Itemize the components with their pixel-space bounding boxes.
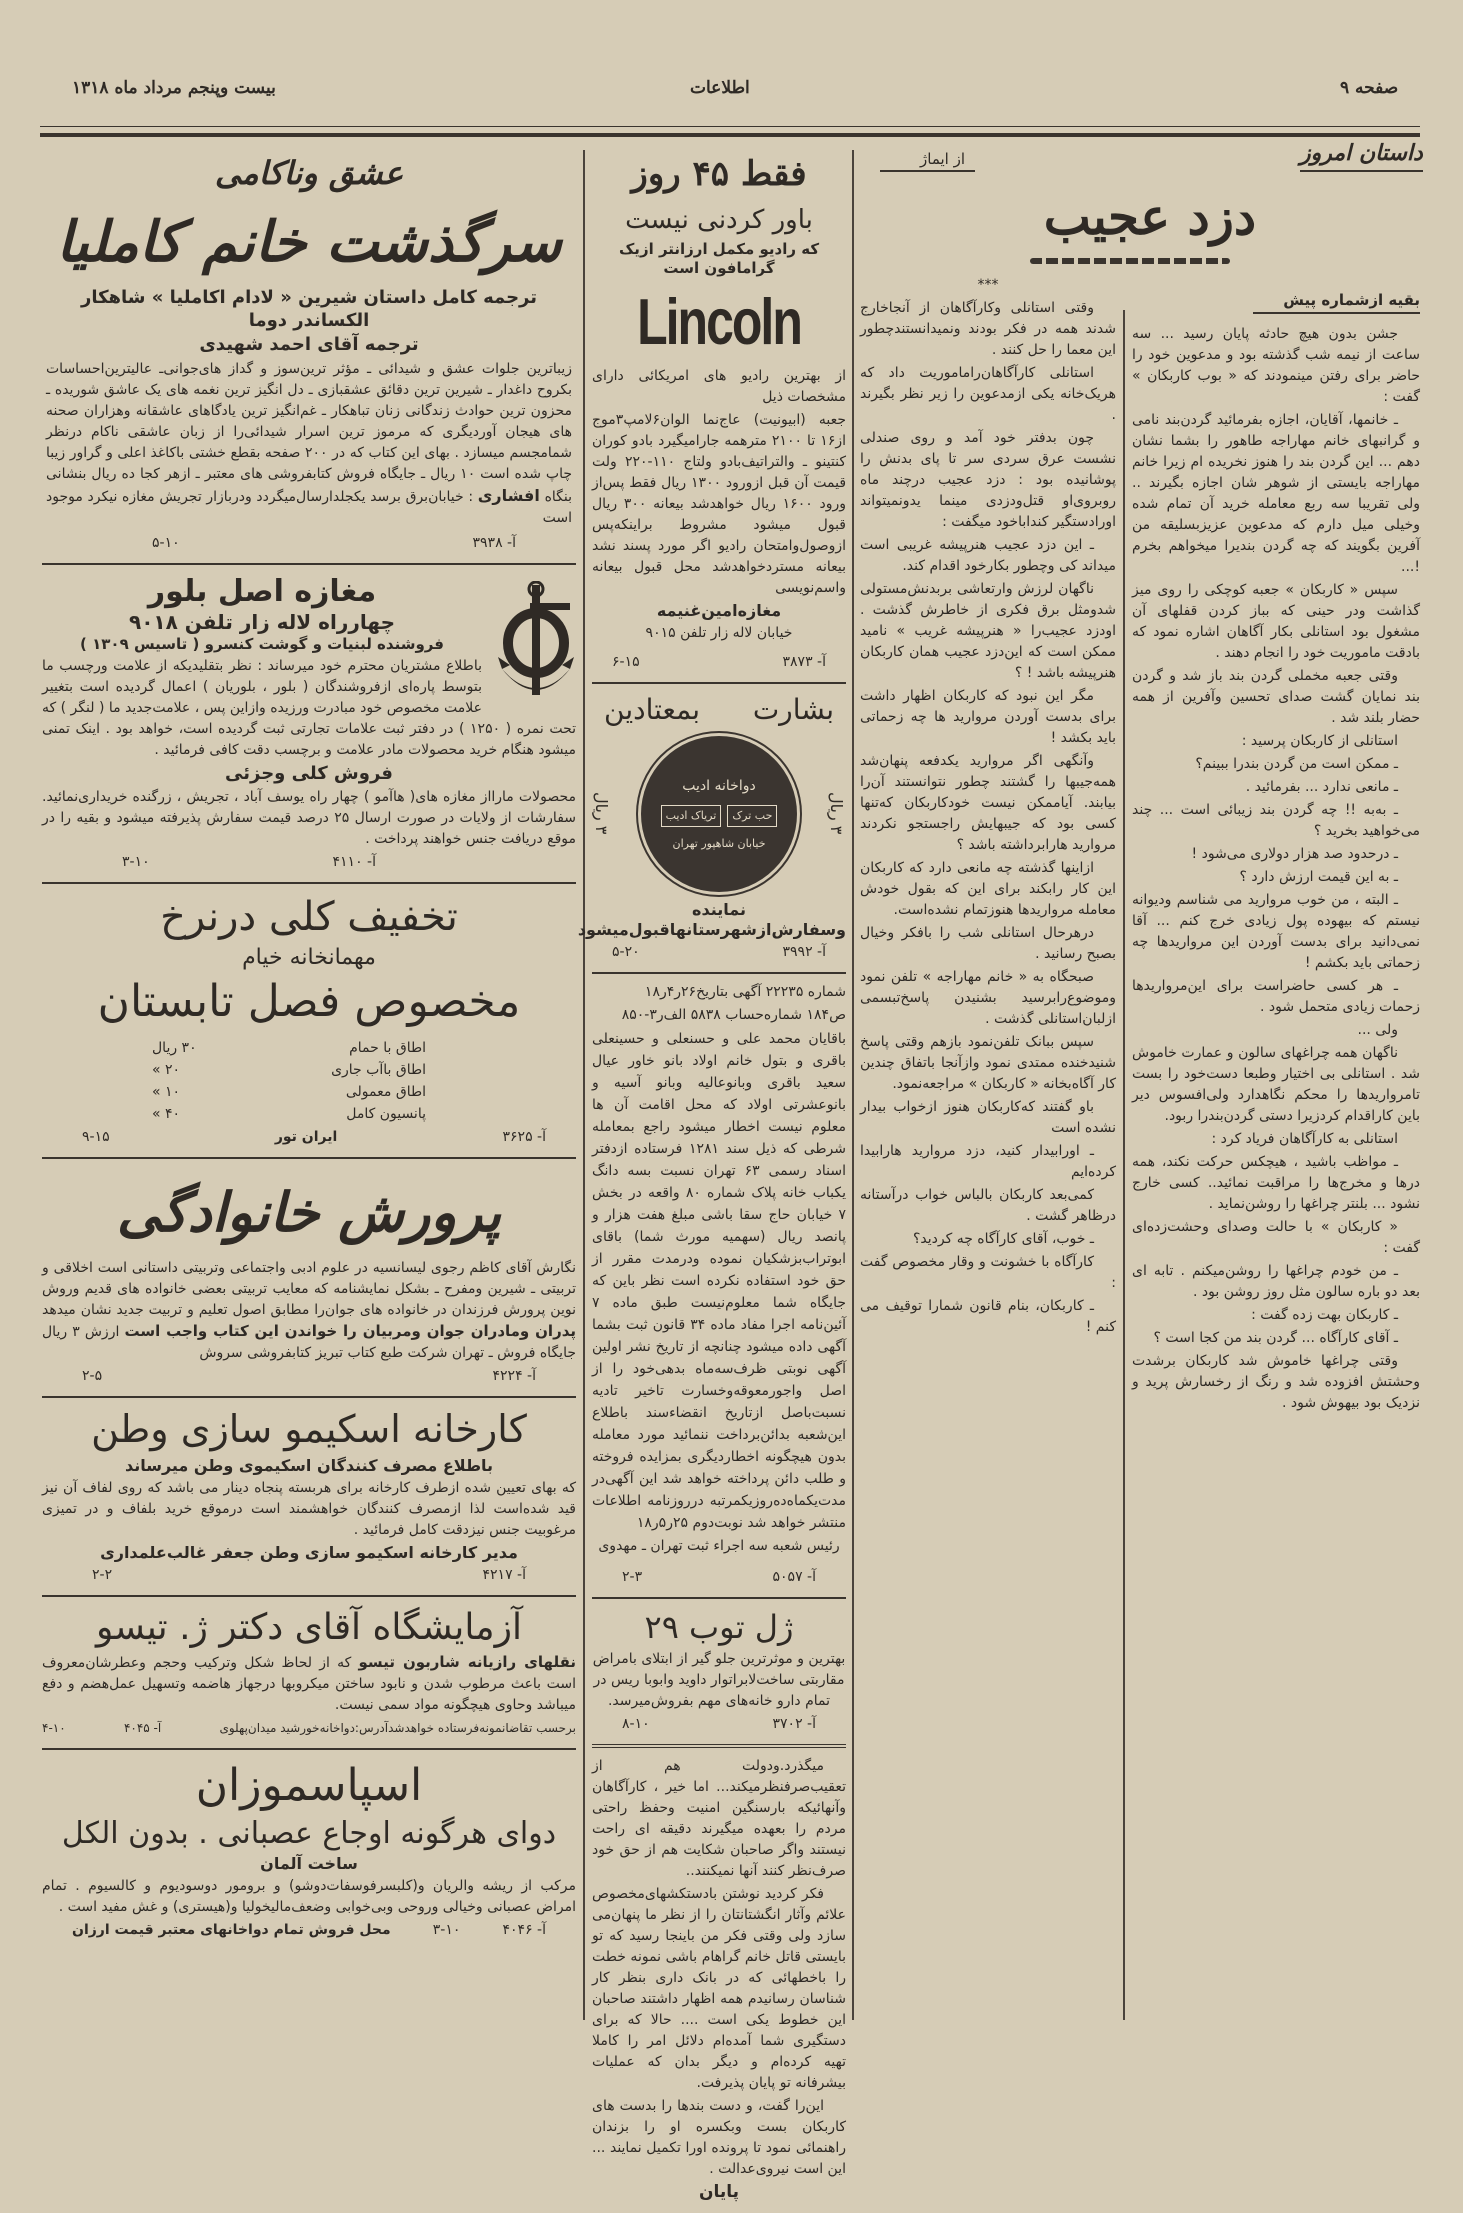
story-paragraph: ـ مانعی ندارد ... بفرمائید .	[1245, 779, 1398, 795]
tisso-ad	[42, 1597, 576, 1750]
spasmo-body: مرکب از ریشه والریان و(کلبسرفوسفات‌دوشو) و برومور دوسودیوم و کالسیوم . تمام امراض عصبانی وخیالی وروحی وبی‌خوابی وضعف‌مالیخولیا و(هیستری) و غش مفید است .	[42, 1878, 576, 1916]
bolour-sub2: فروش کلی وجزئی	[225, 762, 393, 784]
seal-right: تریاک ادیب	[661, 805, 722, 827]
story-paragraph: صبحگاه به « خانم مهاراجه » تلفن نمود وموضوع‌رابرسید بشنیدن پاسخ‌تبسمی ازلبان‌استانلی گذشت .	[860, 969, 1116, 1027]
story-paragraph: استانلی از کاربکان پرسید :	[1241, 733, 1398, 749]
camelia-sub2: ترجمه آقای احمد شهیدی	[199, 334, 419, 355]
ad-ref: ۲-۲	[92, 1566, 113, 1583]
adib-ad	[577, 684, 846, 974]
camelia-sub1: ترجمه کامل داستان شیرین « لادام اکاملیا » شاهکار الکساندر دوما	[80, 287, 538, 331]
notice-body: باقایان محمد علی و حسنعلی و حسینعلی باقری و بتول خانم اولاد بانو خاور عیال سعید باقری وبانوعالیه وبانو آسیه و بانوعشرتی اولاد که محل اقامت آن ها معلوم نیست اخطار میشود راجع بمعامله شرطی که ذیل سند ۱۲۸۱ فرستاده ازدفتر اسناد رسمی ۶۳ تهران نسبت بسه دانگ یکباب خانه پلاک شماره ۸۰ واقعه در بخش ۷ خیابان حاج سقا باشی مبلغ هفت هزار و پانصد ریال (سهمیه مورث شما) باقای ابوتراب‌بزشکیان نموده ودرمدت مقرر از حق خود استفاده نکرده است نظر باین که جایگاه شما معلوم‌نیست طبق ماده ۷ آئین‌نامه اجرا مفاد ماده ۳۴ قانون ثبت بشما آگهی داده میشود چنانچه از تاریخ نشر اولین آگهی نوبتی ظرف‌سه‌ماه بدهی‌خود را از اصل واجور‌معوقه‌وخسارت تاخیر تادیه نسبت‌باصل ازتاریخ انقضاءسند باطلاع این‌شعبه بدائن‌برداخت ننمائید مورد معامله بدون هیچگونه اخطاردیگری بمزایده فروخته و طلب دائن پرداخته خواهد شد این آگهی‌در مدت‌یکماه‌ده‌روزیکمرتبه درروزنامه اطلاعات منتشر خواهد شد نوبت‌دوم ۲۵ر۵ر۱۸	[592, 1030, 847, 1531]
notice-line2: ص۱۸۴ شماره‌حساب ۵۸۳۸ الف‌ر۳-۸۵۰	[621, 1006, 846, 1023]
camelia-publisher: افشاری	[477, 485, 540, 505]
story-paragraph: ـ ممکن است من گردن بندرا ببینم؟	[1195, 756, 1398, 772]
geltub-body: بهترین و موثرترین جلو گیر از ابتلای بامراض مقاربتی ساخت‌لابراتوار داوید وابوبا ریس در تمام دارو خانه‌های مهم بفروش‌میرسد.	[592, 1650, 846, 1709]
newspaper-name: اطلاعات	[690, 78, 750, 98]
lincoln-shop: مغازه‌امین‌غنیمه	[656, 600, 782, 620]
price-row-label: پانسیون کامل	[346, 1105, 426, 1122]
ad-code: آ- ۳۹۹۲	[782, 943, 826, 960]
spasmo-sub: دوای هرگونه اوجاع عصبانی . بدون الکل	[61, 1815, 557, 1851]
tisso-product: نقلهای رازیانه شاربون تیسو	[358, 1652, 577, 1671]
lincoln-kicker: فقط ۴۵ روز	[631, 154, 807, 194]
camelia-body: زیباترین جلوات عشق و شیدائی ـ مؤثر ترین‌سوز و گداز های‌جوانی‌ـ عالیترین‌احساسات بکروح داغدار ـ شیرین ترین دقائق عشقبازی ـ دل انگیز ترین نغمه های یک عاشق شوریده ـ محزون ترین حوادث زندگانی زنان تباهکار ـ غم‌انگیز ترین یادگاهای عاشقانه وهزاران صحنه های هیجان آوردیگری که مرموز ترین اسرار شیدائی‌را از زبان عاشقی ناکام درنظر شمامجسم میسازد . بهای این کتاب که در ۲۰۰ صفحه بقطع خشتی باکاغذ اعلی و گراور زیبا چاپ شده است ۱۰ ریال ـ جایگاه فروش کتابفروشی های معتبر ـ ازهر کجا ده ریال بنشانی بنگاه	[46, 360, 573, 505]
price-side: ۳ ریال	[827, 792, 846, 835]
eskimo-ad	[42, 1398, 576, 1597]
geltub-title: ژل توب ۲۹	[644, 1607, 794, 1646]
eskimo-body: که بهای تعیین شده ازطرف کارخانه برای هربسته پنجاه دینار می باشد که روی لفاف آن نیز قید شده‌است لذا ازمصرف کنندگان خواهشمند است درموقع خرید بلفاف و در تمیزی مرغوبیت جنس نیزدقت کامل فرمائید .	[42, 1479, 576, 1538]
story-paragraph: ـ خوب، آقای کارآگاه چه کردید؟	[912, 1231, 1094, 1247]
story-paragraph: ـ مواظب باشید ، هیچکس حرکت نکند، همه درها و مخرج‌ها را مراقبت نمائید.. کسی خارج نشود ... بلنتر چراغها را روشن‌نماید .	[1132, 1154, 1420, 1212]
camelia-ad	[42, 145, 576, 565]
story-paragraph: ـ خانمها، آقایان، اجازه بفرمائید گردن‌بند نامی و گرانبهای خانم مهاراجه طاهور را بشما نشان دهم ... این گردن بند را هنوز نخریده ام زیرا خانم مهاراجه بایستی از شوهر شان اجازه بگیرند .. ولی تقریبا سه ربع معامله خرید آن تمام شده وخیلی میل دارم که مدعوین عزیزبسلیقه من آفرین بگویند که چه گردن بندیرا میخواهم بخرم !...	[1132, 412, 1420, 575]
story-paragraph: سپس ببانک تلفن‌نمود بازهم وقتی پاسخ شنیدخنده ممتدی نمود وازآنجا باتفاق چندین کار آگاه‌بخانه « کاربکان » مراجعه‌نمود.	[860, 1034, 1116, 1092]
parvaresh-body: نگارش آقای کاظم رجوی لیسانسیه در علوم ادبی واجتماعی وتربیتی داستانی است اخلاقی و تربیتی ـ شیرین ومفرح ـ بشکل نمایشنامه که معایب تربیتی بعضی خانواده های قدیم وروش نوین پرورش فرزندان در خانواده های جوان‌را مطابق اصول تعلیم و تربیت جدید نشان میدهد	[42, 1260, 576, 1319]
ad-sign: ایران تور	[274, 1128, 338, 1145]
lincoln-address: خیابان لاله زار تلفن ۹۰۱۵	[645, 624, 793, 641]
lincoln-sub: که رادیو مکمل ارزانتر ازیک گرامافون است	[618, 240, 820, 277]
story-paragraph: وآنگهی اگر مروارید یکدفعه پنهان‌شد همه‌جیبها را گشتند چطور نتوانستند آن‌را بیابند. آیاممکن نیست خودکاربکان که‌تنها کسی بود که جیبهایش راجستجو نکردند مروارید هارابرداشته باشد ؟	[860, 753, 1116, 853]
adib-right: بمعتادین	[604, 692, 701, 726]
story-paragraph: ـ به این قیمت ارزش دارد ؟	[1239, 869, 1398, 885]
lincoln-ad	[592, 145, 846, 684]
story-paragraph: چون بدفتر خود آمد و روی صندلی نشست عرق سردی سر تا پای بدنش را پوشانیده بود : دزد عجیب درچند ماه روبروی‌او قتل‌ودزدی مینما یدونمیتواند اورادستگیر کندابا‌خود میگفت :	[860, 430, 1116, 530]
story-paragraph: ـ درحدود صد هزار دولاری می‌شود !	[1191, 846, 1398, 862]
eskimo-sub: باطلاع مصرف کنندگان اسکیموی وطن میرساند	[124, 1455, 494, 1475]
spasmo-title: اسپاسموزان	[195, 1759, 423, 1811]
story-paragraph: ـ کاربکان بهت زده گفت :	[1251, 1307, 1398, 1323]
lincoln-title: باور کردنی نیست	[625, 204, 813, 235]
column-divider	[852, 150, 854, 2020]
story-column-3	[592, 1748, 846, 2213]
left-column	[42, 145, 576, 1950]
story-source: از ایماژ	[880, 150, 975, 172]
ad-ref: ۹-۱۵	[82, 1128, 110, 1145]
story-paragraph: میگذرد.ودولت هم از تعقیب‌صرفنظرمیکند... اما خیر ، کارآگاهان وآنهائیکه بارسنگین امنیت وحفظ راحتی مردم را بعهده میگیرند دقیقه ای راحت نیستند واگر صاحبان شکایت هم از حق خود صرف‌نظر کنند آنها نمیکنند..	[592, 1757, 846, 1879]
eskimo-title: کارخانه اسکیمو سازی وطن	[91, 1407, 527, 1452]
parvaresh-tail: ارزش ۳ ریال جایگاه فروش ـ تهران شرکت طبع کتاب تبریز کتابفروشی سروش	[42, 1324, 576, 1362]
story-paragraph: ـ کاربکان، بنام قانون شمارا توقیف می کنم !	[860, 1298, 1116, 1335]
story-paragraph: وقتی استانلی وکارآگاهان از آنجاخارج شدند همه در فکر بودند ونمیدانستندچطور این معما را حل کنند .	[860, 300, 1116, 358]
ad-ref: ۲-۵	[82, 1368, 103, 1385]
story-paragraph: ـ البته ، من خوب مروارید می شناسم ودیوانه نیستم که بیهوده پول زیادی خرج کنم ... آقا نمی‌دانید برای بدست آوردن این مرواریدها چه زحماتی باید بکشم !	[1132, 892, 1420, 971]
story-paragraph: استانلی به کارآگاهان فریاد کرد :	[1211, 1131, 1398, 1147]
ad-code: آ- ۳۹۳۸	[472, 534, 516, 551]
price-row-label: اطاق معمولی	[345, 1083, 426, 1100]
parvaresh-title: پرورش خانوادگی	[116, 1179, 502, 1244]
spasmo-sale: محل فروش تمام دواخانهای معتبر قیمت ارزان	[72, 1922, 391, 1939]
header-rule-thick	[40, 133, 1420, 137]
tisso-title: آزمایشگاه آقای دکتر ژ. تیسو	[96, 1606, 522, 1648]
ad-ref: ۲-۳	[622, 1568, 643, 1585]
story-paragraph: وقتی چراغها خاموش شد کاربکان برشدت وحشتش افزوده شد و رنگ از رخسارش پرید و نزدیک بود بیهوش شود .	[1132, 1353, 1420, 1411]
notice-sign: رئیس شعبه سه اجراء ثبت تهران ـ مهدوی	[598, 1537, 840, 1554]
price-row-label: اطاق باآب جاری	[331, 1061, 426, 1078]
geltub-ad	[592, 1599, 846, 1748]
story-paragraph: « کاربکان » با حالت وصدای وحشت‌زده‌ای گفت :	[1132, 1219, 1420, 1256]
bolour-title: مغازه اصل بلور	[147, 573, 377, 609]
ad-code: آ- ۴۲۲۴	[492, 1368, 536, 1385]
camelia-title: سرگذشت خانم کاملیا	[56, 209, 562, 275]
price-row	[42, 1103, 576, 1125]
ad-code: آ- ۳۶۲۵	[502, 1128, 546, 1145]
bolour-body: باطلاع مشتریان محترم خود میرساند : نظر بتقلیدیکه از علامت ورچسب ما بتوسط پاره‌ای ازفروشندگان ( بلور ، بلوریان ) اعمال گردیده است بتغییر علامت مخصوص خود مبادرت ورزیده وازاین پس ، علامت‌جدید ما ( لنگر ) که تحت نمره ( ۱۲۵۰ ) در دفتر ثبت علامات تجارتی ثبت گردیده است، خواهد بود . اینک تمنی میشود هنگام خرید محصولات مادر علامت و برچسب دقت کافی فرمائید .	[42, 657, 577, 758]
price-row	[42, 1059, 576, 1081]
adib-seal	[641, 736, 797, 892]
adib-footer: نماینده وسفارش‌ازشهرستانهاقبول‌میشود	[577, 899, 846, 939]
story-paragraph: درهرحال استانلی شب را بافکر وخیال بصبح رسانید .	[860, 925, 1116, 962]
bolour-ad	[42, 565, 576, 885]
parvaresh-bold: پدران ومادران جوان ومربیان را خواندن این کتاب واجب است	[124, 1322, 577, 1341]
story-title: دزد عجیب	[1043, 187, 1257, 246]
story-paragraph: ـ این دزد عجیب هنرپیشه غریبی است میداند کی وچطور بکارخود اقدام کند.	[860, 537, 1116, 574]
story-paragraph: سپس « کاربکان » جعبه کوچکی را روی میز گذاشت ودر حینی که بباز کردن قفلهای آن مشغول بود استانلی بکار آگاهان اشاره نمود که بادقت ماموریت خود را انجام دهند .	[1132, 582, 1420, 661]
price-row-price: ۱۰ »	[152, 1083, 181, 1100]
seal-top: دواخانه ادیب	[682, 777, 756, 794]
story-paragraph: ناگهان همه چراغهای سالون و عمارت خاموش شد . استانلی بی اختیار وطبعا دست‌خود را بست تامرواریدها را محکم نگاهدارد ولی‌افسوس دیر باین کاراقدام کردزیرا دستی گردن‌بندرا ربود.	[1132, 1045, 1420, 1124]
spasmo-ad	[42, 1750, 576, 1951]
story-paragraph: کارآگاه با خشونت و وقار مخصوص گفت :	[860, 1254, 1116, 1291]
story-paragraph: جشن بدون هیچ حادثه پایان رسید ... سه ساعت از نیمه شب گذشته بود و مدعوین خود را حاضر برای رفتن مینمودند که « بوب کاربکان » گفت :	[1132, 326, 1420, 405]
story-paragraph: استانلی کارآگاهان‌راماموریت داد که هریک‌خانه یکی ازمدعوین را زیر نظر بگیرند .	[860, 365, 1116, 423]
seal-bottom: خیابان شاهپور تهران	[672, 836, 766, 850]
header-rule-thin	[40, 126, 1420, 127]
ad-code: آ- ۵۰۵۷	[772, 1568, 816, 1585]
page-number: صفحه ۹	[1340, 78, 1399, 98]
notice-line1: شماره ۲۲۲۳۵ آگهی بتاریخ۲۶ر۴ر۱۸	[644, 983, 846, 1000]
khayyam-hotel: مهمانخانه خیام	[242, 945, 376, 971]
camelia-body-tail: : خیابان‌برق برسد یکجلدارسال‌میگردد ودربازار تجریش مغازه نیکرد موجود است	[46, 488, 572, 526]
ad-code: آ- ۴۰۴۶	[502, 1922, 546, 1939]
story-paragraph: مگر این نبود که کاربکان اظهار داشت برای بدست آوردن مروارید ها چه زحماتی باید بکشد !	[860, 688, 1116, 746]
price-side: ۳ ریال	[592, 792, 611, 835]
ad-ref: ۶-۱۵	[612, 653, 640, 670]
bolour-address: چهارراه لاله زار تلفن ۹۰۱۸	[129, 610, 395, 634]
story-paragraph: ***	[977, 277, 999, 293]
spasmo-made: ساخت آلمان	[260, 1854, 358, 1874]
story-paragraph: ـ به‌به !! چه گردن بند زیبائی است ... چند می‌خواهید بخرید ؟	[1132, 802, 1420, 839]
price-row	[42, 1081, 576, 1103]
story-paragraph: ولی ...	[1357, 1022, 1398, 1038]
story-paragraph: ـ اورابیدار کنید، دزد مروارید هارابیدا کرده‌ایم	[860, 1143, 1116, 1180]
ad-code: آ- ۳۷۰۲	[772, 1715, 816, 1732]
story-column-2	[860, 275, 1116, 1340]
legal-notice	[592, 974, 846, 1599]
camelia-kicker: عشق وناکامی	[214, 154, 404, 192]
lincoln-body2: جعبه (ابیونیت) عاج‌نما الوان۶لامپ۳موج از۱۶ تا ۲۱۰۰ مترهمه جارامیگیرد بادو کوران کنتینو ـ والتراتیف‌بادو ولتاج ۱۱۰-۲۲۰ ولت قیمت آن قبل ازورود ۱۳۰۰ ریال فقط پس‌از ورود ۱۶۰۰ ریال خواهدشد بیعانه ۳۰۰ ریال قبول میشود مشروط براینکه‌پس ازوصول‌وامتحان رادیو اگر مورد پسند نشد بیعانه مستردخواهدشد محل قبول بیعانه واسم‌نویسی	[592, 411, 847, 596]
khayyam-ad	[42, 884, 576, 1159]
story-paragraph: ـ من خودم چراغها را روشن‌میکنم . تابه ای بعد دو باره سالون مثل روز روشن بود .	[1132, 1263, 1420, 1300]
price-row-price: ۴۰ »	[152, 1105, 181, 1122]
ad-code: آ- ۴۲۱۷	[482, 1566, 526, 1583]
ad-ref: ۳-۱۰	[432, 1922, 461, 1939]
eskimo-sign: مدیر کارخانه اسکیمو سازی وطن جعفر غالب‌علمداری	[100, 1542, 518, 1562]
story-paragraph: ـ آقای کارآگاه ... گردن بند من کجا است ؟	[1153, 1330, 1398, 1346]
seal-left: حب ترک	[727, 805, 777, 827]
tisso-body: که از لحاظ شکل وترکیب وحجم وعطرشان‌معروف است باعث مرطوب شدن و نابود ساختن میکروبها درجهاز هاضمه وتسهیل عمل‌هضم و دفع میباشد وحاوی هیچگونه مواد سمی نیست.	[42, 1654, 576, 1713]
story-paragraph: باو گفتند که‌کاربکان هنوز ازخواب بیدار نشده است	[860, 1099, 1116, 1136]
lincoln-body: از بهترین رادیو های امریکائی دارای مشخصات ذیل	[592, 367, 846, 405]
middle-column	[577, 145, 847, 2213]
ornament-rule	[1030, 258, 1230, 264]
section-label: داستان امروز	[1300, 140, 1423, 172]
continued-label: بقیه ازشماره پیش	[1253, 291, 1420, 314]
ad-ref: ۵-۲۰	[612, 943, 640, 960]
story-paragraph: ازاینها گذشته چه مانعی دارد که کاربکان این کار رابکند برای این که بقول خودش معامله مرواریدها هنوزتمام نشده‌است.	[860, 860, 1116, 918]
column-divider	[583, 150, 585, 2020]
issue-date: بیست وپنجم مرداد ماه ۱۳۱۸	[72, 78, 276, 98]
story-paragraph: فکر کردید نوشتن بادستکشهای‌مخصوص علائم وآثار انگشتانتان را از نظر ما پنهان‌می سازد ولی وقتی فکر من باینجا رسید که تو بایستی قاتل خانم گراهام باشی نمونه خطت را باخطهائی که در بانک داری بنظر کار شناسان رسانیدم همه اظهار داشتند صاحبان این خطوط یکی است .... حالا که برای دستگیری شما آمده‌ام دلائل امر را کاملا تهیه کرده‌ام و دیگر بدان که عملیات بیشرفانه تو پایان پذیرفت.	[592, 1885, 846, 2091]
story-paragraph: کمی‌بعد کاربکان بالباس خواب درآستانه درظاهر گشت .	[860, 1187, 1116, 1224]
adib-left: بشارت	[752, 692, 834, 726]
column-divider	[1123, 310, 1125, 2020]
story-end: پایان	[698, 2181, 740, 2202]
story-paragraph: این‌را گفت، و دست بندها را بدست های کاربکان بست وبکسره او را بزندان راهنمائی نمود تا پرونده اورا تکمیل نمایند ... این است نیروی‌عدالت .	[592, 2097, 846, 2177]
bolour-sub: فروشنده لبنیات و گوشت کنسرو ( تاسیس ۱۳۰۹ )	[80, 635, 444, 653]
khayyam-title2: مخصوص فصل تابستان	[97, 975, 521, 1027]
lincoln-brand: Lincoln	[637, 285, 801, 358]
ad-ref: ۵-۱۰	[152, 534, 180, 551]
price-row-label: اطاق با حمام	[349, 1039, 426, 1056]
price-row-price: ۲۰ »	[152, 1061, 181, 1078]
khayyam-title: تخفیف کلی درنرخ	[160, 894, 458, 941]
anchor-icon	[496, 581, 576, 706]
tisso-address: برحسب تقاضا‌نمونه‌فرستاده خواهدشدآدرس:دواخانه‌خورشید میدان‌پهلوی	[219, 1720, 576, 1735]
ad-code: آ- ۳۸۷۳	[782, 653, 826, 670]
ad-ref: ۴-۱۰	[42, 1720, 66, 1735]
ad-code: آ- ۴۰۴۵	[123, 1720, 162, 1735]
story-paragraph: وقتی جعبه مخملی گردن بند باز شد و گردن بند نمایان گشت صدای تحسین وآفرین از همه حضار بلند شد .	[1132, 668, 1420, 726]
story-column-1	[1132, 290, 1420, 1416]
price-row-price: ۳۰ ریال	[152, 1039, 197, 1056]
ad-code: آ- ۴۱۱۰	[332, 854, 376, 871]
parvaresh-ad	[42, 1159, 576, 1399]
ad-ref: ۸-۱۰	[622, 1715, 650, 1732]
bolour-body2: محصولات مارااز مغازه های( هاآمو ) چهار راه یوسف آباد ، تجریش ، زرگنده خریداری‌نمائید. سفارشات از ولایات در صورت ارسال ۲۵ درصد قیمت سفارش پذیرفته میشود و بقیه را در موقع دریافت جنس خواهند پرداخت .	[42, 789, 577, 848]
price-row	[42, 1037, 576, 1059]
ad-ref: ۳-۱۰	[122, 854, 150, 871]
story-paragraph: ـ هر کسی حاضراست برای این‌مرواریدها زحمات زیادی متحمل شود .	[1132, 978, 1420, 1015]
story-paragraph: ناگهان لرزش وارتعاشی بربدنش‌مستولی شدومثل برق فکری از خاطرش گذشت . اودزد عجیب‌را « هنرپیشه غریب » نامید ممکن است که این‌دزد عجیب همان کاربکان هنرپیشه باشد ! ؟	[860, 581, 1116, 681]
